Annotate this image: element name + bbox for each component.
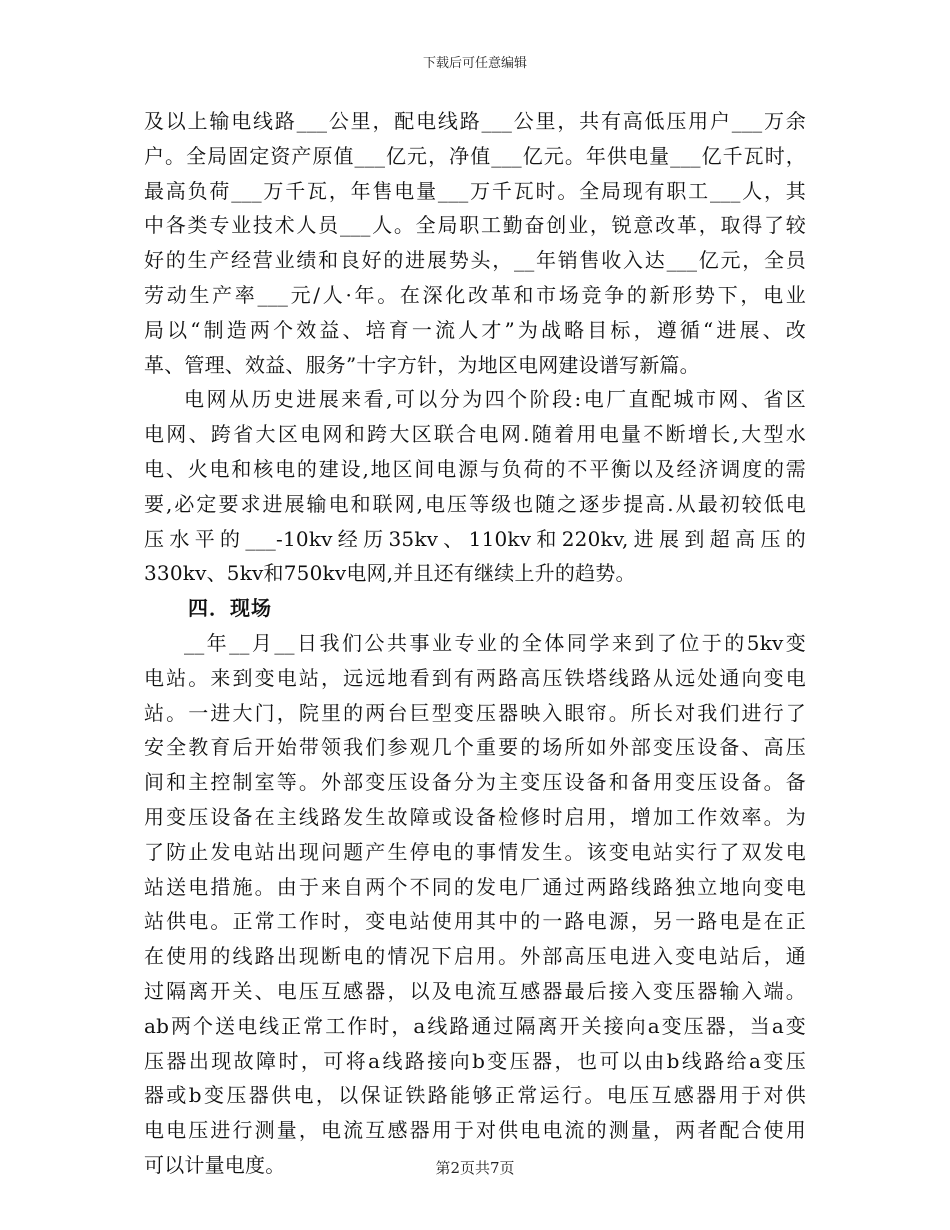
text-line: 要,必定要求进展输电和联网,电压等级也随之逐步提高.从最初较低电 [144,491,806,516]
text-line: 压器出现故障时，可将a线路接向b变压器，也可以由b线路给a变压 [144,1048,806,1073]
text-line: 电、火电和核电的建设,地区间电源与负荷的不平衡以及经济调度的需 [144,456,806,481]
page-number: 第2页共7页 [435,1159,515,1177]
text-line: 电电压进行测量，电流互感器用于对供电电流的测量，两者配合使用 [144,1118,806,1143]
text-line: 过隔离开关、电压互感器，以及电流互感器最后接入变压器输入端。 [144,978,806,1003]
paragraph [144,626,806,1183]
text-line: 了防止发电站出现问题产生停电的事情发生。该变电站实行了双发电 [144,839,806,864]
text-line: 电站。来到变电站，远远地看到有两路高压铁塔线路从远处通向变电 [144,665,806,690]
text-line: 革、管理、效益、服务”十字方针，为地区电网建设谱写新篇。 [144,352,700,377]
document-body [144,104,806,1183]
text-line: 中各类专业技术人员___人。全局职工勤奋创业，锐意改革，取得了较 [144,213,806,238]
text-line: 用变压设备在主线路发生故障或设备检修时启用，增加工作效率。为 [144,804,806,829]
paragraph [144,104,806,382]
text-line: 电网从历史进展来看,可以分为四个阶段:电厂直配城市网、省区 [184,387,806,412]
text-line: 劳动生产率___元/人·年。在深化改革和市场竞争的新形势下，电业 [144,282,806,307]
text-line: 330kv、5kv和750kv电网,并且还有继续上升的趋势。 [144,561,636,586]
text-line: 站送电措施。由于来自两个不同的发电厂通过两路线路独立地向变电 [144,874,806,899]
text-line: 及以上输电线路___公里，配电线路___公里，共有高低压用户___万余 [144,109,806,133]
text-line: 站供电。正常工作时，变电站使用其中的一路电源，另一路电是在正 [144,909,806,934]
text-line: ab两个送电线正常工作时，a线路通过隔离开关接向a变压器，当a变 [144,1013,806,1038]
text-line: 局以“制造两个效益、培育一流人才”为战略目标，遵循“进展、改 [144,317,806,342]
text-line: 在使用的线路出现断电的情况下启用。外部高压电进入变电站后，通 [144,944,806,969]
page-header: 下载后可任意编辑 [422,56,527,71]
text-line: 安全教育后开始带领我们参观几个重要的场所如外部变压设备、高压 [144,735,806,760]
text-line: __年__月__日我们公共事业专业的全体同学来到了位于的5kv变 [184,630,806,655]
text-line: 最高负荷___万千瓦，年售电量___万千瓦时。全局现有职工___人，其 [144,178,806,203]
text-line: 可以计量电度。 [144,1152,286,1177]
text-line: 好的生产经营业绩和良好的进展势头，__年销售收入达___亿元，全员 [144,248,806,273]
text-line: 站。一进大门，院里的两台巨型变压器映入眼帘。所长对我们进行了 [144,700,806,725]
text-line: 电网、跨省大区电网和跨大区联合电网.随着用电量不断增长,大型水 [144,422,806,447]
text-line: 间和主控制室等。外部变压设备分为主变压设备和备用变压设备。备 [144,770,806,795]
text-line: 户。全局固定资产原值___亿元，净值___亿元。年供电量___亿千瓦时， [144,143,806,168]
text-line: 压水平的___-10kv经历35kv、110kv和220kv,进展到超高压的 [144,526,806,551]
section-heading: 四．现场 [188,596,272,621]
text-line: 器或b变压器供电，以保证铁路能够正常运行。电压互感器用于对供 [144,1083,806,1108]
paragraph [144,382,806,591]
